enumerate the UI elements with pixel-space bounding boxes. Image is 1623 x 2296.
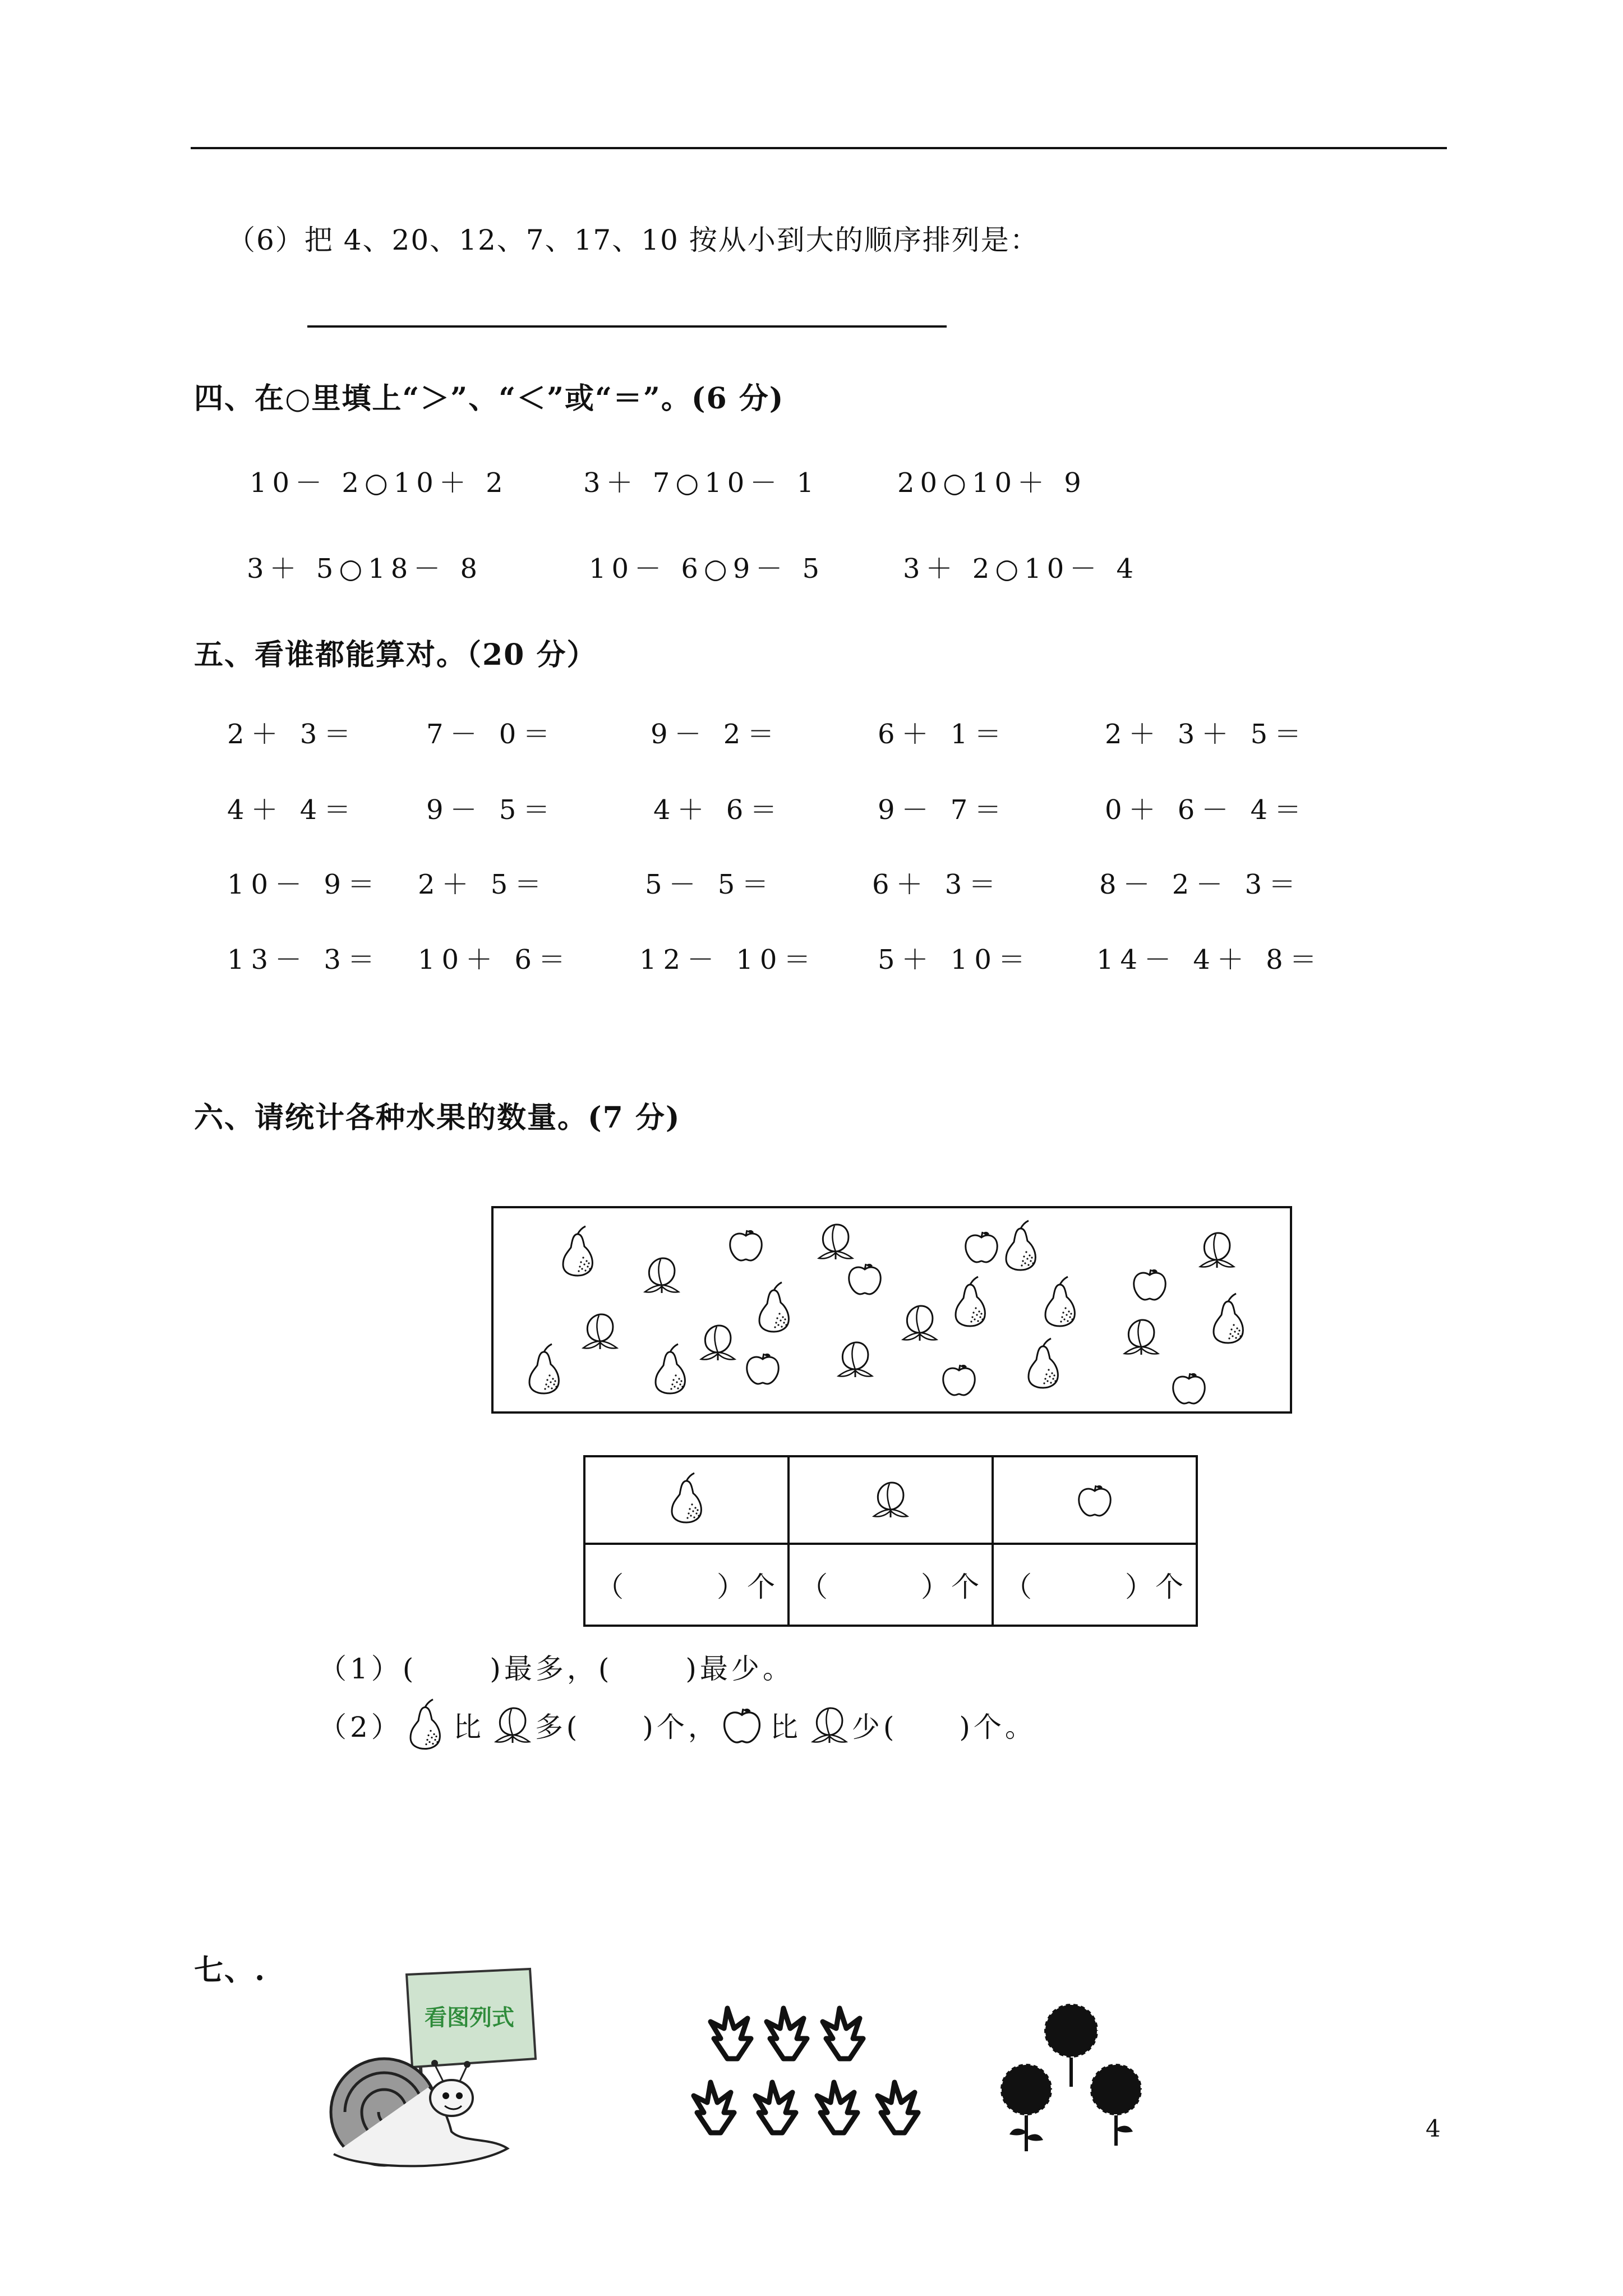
q2-bi2: 比 bbox=[769, 1711, 801, 1743]
equation: 14－ 4＋ 8＝ bbox=[1096, 944, 1324, 976]
compare-item: 10－ 2○10＋ 2 bbox=[250, 467, 509, 499]
equation: 7－ 0＝ bbox=[426, 719, 557, 750]
leaf-icon bbox=[767, 2008, 807, 2059]
apple-icon bbox=[1134, 1269, 1165, 1300]
pear-icon bbox=[1029, 1338, 1058, 1388]
peach-icon bbox=[807, 1703, 852, 1747]
pear-icon bbox=[529, 1344, 559, 1393]
apple-icon bbox=[849, 1264, 880, 1294]
pear-icon bbox=[656, 1344, 685, 1393]
fruit-count-table bbox=[583, 1455, 1198, 1627]
answer-line bbox=[307, 325, 947, 328]
leaves-group bbox=[687, 2003, 956, 2171]
leaf-icon bbox=[694, 2082, 734, 2133]
equation: 13－ 3＝ bbox=[227, 944, 381, 976]
flower-icon bbox=[1090, 2064, 1142, 2146]
leaf-icon bbox=[878, 2082, 918, 2133]
peach-icon bbox=[645, 1258, 679, 1293]
page-number: 4 bbox=[1426, 2115, 1441, 2142]
leaf-icon bbox=[711, 2008, 751, 2059]
apple-icon bbox=[720, 1703, 764, 1747]
sub-question-2 bbox=[319, 1694, 1036, 1756]
equation: 6＋ 3＝ bbox=[872, 869, 1003, 900]
equation: 2＋ 3＋ 5＝ bbox=[1105, 719, 1308, 750]
pear-count-blank[interactable]: （ ）个 bbox=[584, 1544, 789, 1626]
pear-icon bbox=[956, 1277, 985, 1326]
apple-icon bbox=[747, 1354, 778, 1384]
peach-icon bbox=[1200, 1233, 1234, 1268]
section-5-title: 五、看谁都能算对。（20 分） bbox=[194, 638, 597, 672]
peach-icon bbox=[701, 1326, 735, 1360]
compare-item: 3＋ 7○10－ 1 bbox=[583, 467, 820, 499]
equation: 10＋ 6＝ bbox=[418, 944, 572, 976]
pear-icon bbox=[661, 1469, 712, 1531]
compare-item: 10－ 6○9－ 5 bbox=[589, 553, 826, 585]
table-header-pear bbox=[584, 1456, 789, 1544]
pear-icon bbox=[1045, 1277, 1075, 1326]
leaf-icon bbox=[755, 2082, 796, 2133]
leaf-icon bbox=[823, 2008, 863, 2059]
pear-icon bbox=[403, 1694, 448, 1756]
fruit-scatter bbox=[494, 1208, 1290, 1411]
q2-duo: 多( bbox=[534, 1711, 581, 1743]
header-rule bbox=[191, 147, 1447, 149]
fruit-picture-box bbox=[491, 1206, 1292, 1414]
equation: 9－ 5＝ bbox=[426, 794, 557, 826]
equation: 0＋ 6－ 4＝ bbox=[1105, 794, 1308, 826]
q1-suffix: )最少。 bbox=[685, 1653, 794, 1685]
peach-count-blank[interactable]: （ ）个 bbox=[789, 1544, 993, 1626]
equation: 5＋ 10＝ bbox=[878, 944, 1032, 976]
flower-icon bbox=[1000, 2064, 1052, 2151]
table-header-apple bbox=[993, 1456, 1197, 1544]
question-6-text: （6）把 4、20、12、7、17、10 按从小到大的顺序排列是： bbox=[227, 224, 1039, 256]
equation: 2＋ 3＝ bbox=[227, 719, 358, 750]
snail-sign-image bbox=[322, 1963, 569, 2177]
q2-bi: 比 bbox=[453, 1711, 485, 1743]
q1-mid: )最多，( bbox=[490, 1653, 613, 1685]
compare-item: 3＋ 2○10－ 4 bbox=[903, 553, 1140, 585]
peach-icon bbox=[490, 1703, 535, 1747]
sub-question-1 bbox=[319, 1646, 794, 1687]
flowers-group bbox=[987, 1986, 1172, 2165]
apple-icon bbox=[1173, 1373, 1205, 1404]
apple-icon bbox=[966, 1232, 997, 1262]
section-6-title: 六、请统计各种水果的数量。(7 分) bbox=[194, 1101, 681, 1135]
pear-icon bbox=[1006, 1221, 1035, 1270]
apple-icon bbox=[943, 1365, 975, 1395]
equation: 6＋ 1＝ bbox=[878, 719, 1008, 750]
peach-icon bbox=[903, 1306, 937, 1341]
q1-prefix: （1）( bbox=[319, 1653, 417, 1685]
equation: 5－ 5＝ bbox=[645, 869, 776, 900]
flower-icon bbox=[1044, 2004, 1098, 2087]
compare-item: 20○10＋ 9 bbox=[897, 467, 1087, 499]
pear-icon bbox=[759, 1282, 789, 1332]
q2-shao: 少( bbox=[851, 1711, 898, 1743]
equation: 9－ 2＝ bbox=[651, 719, 781, 750]
equation: 4＋ 6＝ bbox=[653, 794, 784, 826]
apple-count-blank[interactable]: （ ）个 bbox=[993, 1544, 1197, 1626]
apple-icon bbox=[730, 1230, 762, 1260]
equation: 9－ 7＝ bbox=[878, 794, 1008, 826]
sign-text: 看图列式 bbox=[425, 2005, 514, 2030]
section-7-title: 七、. bbox=[194, 1953, 266, 1987]
pear-icon bbox=[1214, 1294, 1243, 1343]
peach-icon bbox=[838, 1342, 872, 1377]
peach-icon bbox=[1124, 1320, 1158, 1355]
peach-icon bbox=[865, 1475, 916, 1525]
equation: 2＋ 5＝ bbox=[418, 869, 548, 900]
equation: 10－ 9＝ bbox=[227, 869, 381, 900]
peach-icon bbox=[819, 1225, 852, 1259]
compare-item: 3＋ 5○18－ 8 bbox=[247, 553, 483, 585]
peach-icon bbox=[583, 1314, 617, 1349]
pear-icon bbox=[563, 1226, 592, 1276]
apple-icon bbox=[1072, 1478, 1117, 1522]
q2-prefix: （2） bbox=[319, 1711, 403, 1743]
equation: 8－ 2－ 3＝ bbox=[1099, 869, 1303, 900]
q2-ge1: )个， bbox=[642, 1711, 720, 1743]
leaf-icon bbox=[817, 2082, 857, 2133]
q2-ge2: )个。 bbox=[959, 1711, 1036, 1743]
section-4-title: 四、在○里填上“＞”、“＜”或“＝”。(6 分) bbox=[194, 381, 785, 416]
table-header-peach bbox=[789, 1456, 993, 1544]
equation: 4＋ 4＝ bbox=[227, 794, 358, 826]
equation: 12－ 10＝ bbox=[639, 944, 818, 976]
